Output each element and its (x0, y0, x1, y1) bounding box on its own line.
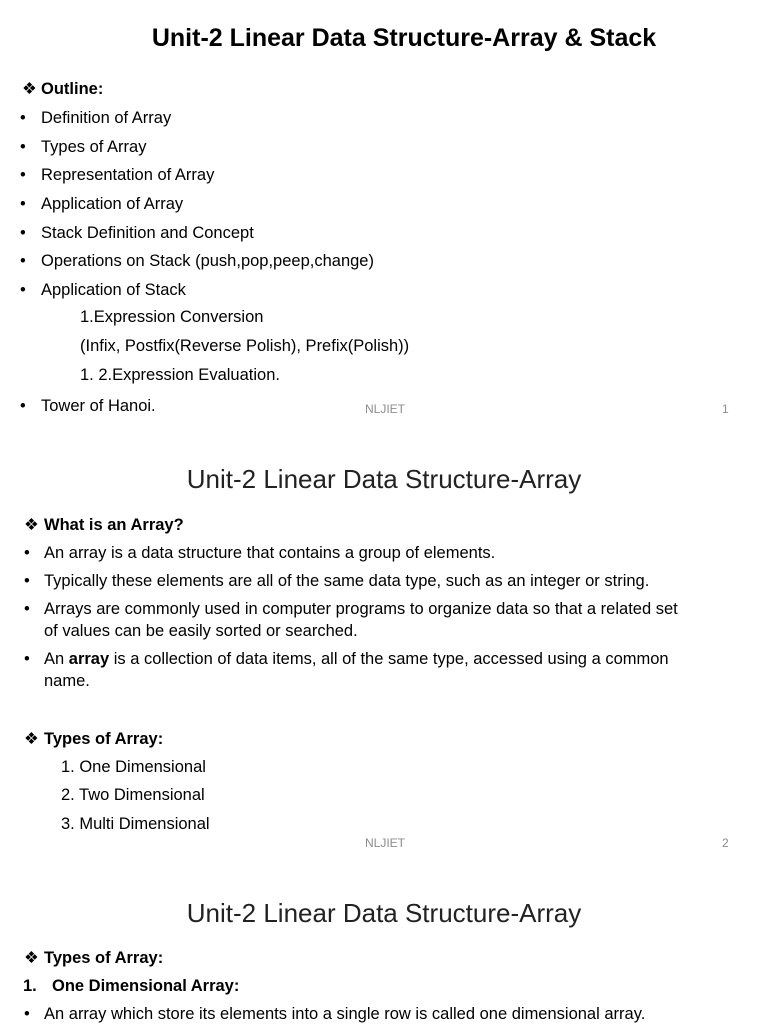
bullet-icon: • (20, 252, 26, 270)
outline-item-label: Operations on Stack (push,pop,peep,change) (41, 252, 374, 270)
bullet-icon: • (20, 224, 26, 242)
paragraph-item (24, 648, 694, 692)
outline-sub-item: (Infix, Postfix(Reverse Polish), Prefix(Polish)) (80, 337, 410, 355)
section-heading-label: Types of Array: (44, 949, 164, 967)
slide-3-title: Unit-2 Linear Data Structure-Array (186, 898, 582, 928)
page-number: 2 (722, 836, 729, 850)
bullet-icon: • (24, 544, 30, 562)
outline-item-label: Tower of Hanoi. (41, 397, 156, 415)
outline-item-label: Representation of Array (41, 166, 215, 184)
paragraph-text: An array which store its elements into a single row is called one dimensional array. (44, 1005, 646, 1023)
diamond-bullet-icon: ❖ (24, 516, 39, 534)
outline-sub-item: 1.Expression Conversion (80, 308, 264, 326)
slide-2-title: Unit-2 Linear Data Structure-Array (186, 464, 582, 494)
bullet-icon: • (24, 1005, 30, 1023)
text-run: is a collection of data items, all of the same type, accessed using a common name. (44, 650, 669, 690)
outline-sub-item: 1. 2.Expression Evaluation. (80, 366, 280, 384)
diamond-bullet-icon: ❖ (22, 80, 37, 98)
bullet-icon: • (20, 109, 26, 127)
slide-1 (0, 0, 768, 432)
outline-item-label: Types of Array (41, 138, 147, 156)
bullet-icon: • (20, 138, 26, 156)
slide-footer: NLJIET (365, 836, 406, 850)
type-list-item: 1. One Dimensional (61, 758, 206, 776)
paragraph-text: Arrays are commonly used in computer programs to organize data so that a related set of values can be easily sorted or searched. (44, 600, 678, 640)
paragraph-text: Typically these elements are all of the same data type, such as an integer or string. (44, 572, 650, 590)
type-list-item: 2. Two Dimensional (61, 786, 205, 804)
text-run: An (44, 650, 69, 668)
outline-item-label: Stack Definition and Concept (41, 224, 254, 242)
diamond-bullet-icon: ❖ (24, 949, 39, 967)
outline-item-label: Application of Array (41, 195, 184, 213)
slide-1-title: Unit-2 Linear Data Structure-Array & Stack (151, 24, 657, 52)
bullet-icon: • (24, 600, 30, 618)
bullet-icon: • (24, 650, 30, 668)
numbered-heading-label: One Dimensional Array: (52, 977, 240, 995)
outline-item-label: Definition of Array (41, 109, 172, 127)
slide-3 (0, 868, 768, 1024)
slide-footer: NLJIET (365, 402, 406, 416)
outline-item-label: Application of Stack (41, 281, 186, 299)
bullet-icon: • (20, 281, 26, 299)
section-heading-label: What is an Array? (44, 516, 184, 534)
diamond-bullet-icon: ❖ (24, 730, 39, 748)
outline-label: Outline: (41, 80, 104, 98)
paragraph-text (24, 648, 694, 692)
paragraph-item (24, 598, 694, 642)
bullet-icon: • (20, 397, 26, 415)
type-list-item: 3. Multi Dimensional (61, 815, 210, 833)
section-heading-label: Types of Array: (44, 730, 164, 748)
paragraph-text: An array is a data structure that contains a group of elements. (44, 544, 496, 562)
numbered-marker: 1. (23, 977, 37, 995)
page-number: 1 (722, 402, 729, 416)
slide-2 (0, 434, 768, 866)
bullet-icon: • (20, 195, 26, 213)
bullet-icon: • (20, 166, 26, 184)
bullet-icon: • (24, 572, 30, 590)
bold-term: array (68, 650, 110, 668)
